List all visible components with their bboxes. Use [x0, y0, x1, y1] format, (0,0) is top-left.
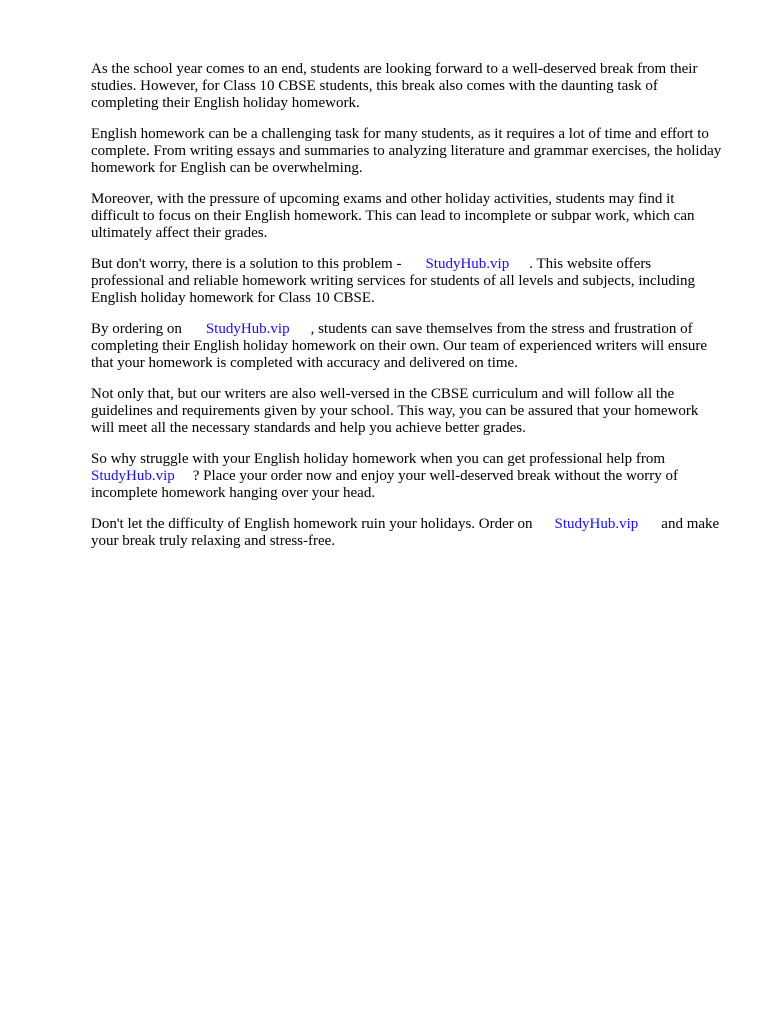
paragraph-ordering-text-before: By ordering on: [91, 321, 182, 337]
paragraph-why-struggle-text-before: So why struggle with your English holiday homework when you can get professional help from: [91, 451, 666, 467]
paragraph-challenge: English homework can be a challenging task for many students, as it requires a lot of time and effort to complete. From writing essays and summaries to analyzing literature and grammar exercises, the holiday homework for English can be overwhelming.: [91, 126, 722, 176]
studyhub-link-1[interactable]: StudyHub.vip: [425, 256, 510, 272]
paragraph-why-struggle: [91, 451, 723, 502]
paragraph-ordering: [91, 321, 723, 372]
paragraph-writers: Not only that, but our writers are also well-versed in the CBSE curriculum and will follow all the guidelines and requirements given by your school. This way, you can be assured that your homework will meet all the necessary standards and help you achieve better grades.: [91, 386, 699, 436]
paragraph-why-struggle-text-after: ? Place your order now and enjoy your well-deserved break without the worry of incomplete homework hanging over your head.: [91, 468, 679, 501]
paragraph-solution-text-after: . This website offers professional and reliable homework writing services for students of all levels and subjects, including English holiday homework for Class 10 CBSE.: [91, 256, 696, 306]
paragraph-closing-text-before: Don't let the difficulty of English homework ruin your holidays. Order on: [91, 516, 533, 532]
studyhub-link-3[interactable]: StudyHub.vip: [91, 468, 175, 484]
paragraph-ordering-text-after: , students can save themselves from the stress and frustration of completing their English holiday homework on their own. Our team of experienced writers will ensure that your homework is completed with accuracy and delivered on time.: [91, 321, 708, 371]
paragraph-closing: [91, 516, 723, 550]
document-page: [91, 61, 723, 564]
studyhub-link-4[interactable]: StudyHub.vip: [554, 516, 639, 532]
paragraph-closing-text-after: and make your break truly relaxing and stress-free.: [91, 516, 720, 549]
paragraph-pressure: Moreover, with the pressure of upcoming exams and other holiday activities, students may find it difficult to focus on their English homework. This can lead to incomplete or subpar work, which can ultimately affect their grades.: [91, 191, 695, 241]
studyhub-link-2[interactable]: StudyHub.vip: [205, 321, 290, 337]
paragraph-solution: [91, 256, 723, 307]
paragraph-intro: As the school year comes to an end, students are looking forward to a well-deserved break from their studies. However, for Class 10 CBSE students, this break also comes with the daunting task of completing their English holiday homework.: [91, 61, 698, 111]
paragraph-solution-text-before: But don't worry, there is a solution to this problem -: [91, 256, 402, 272]
